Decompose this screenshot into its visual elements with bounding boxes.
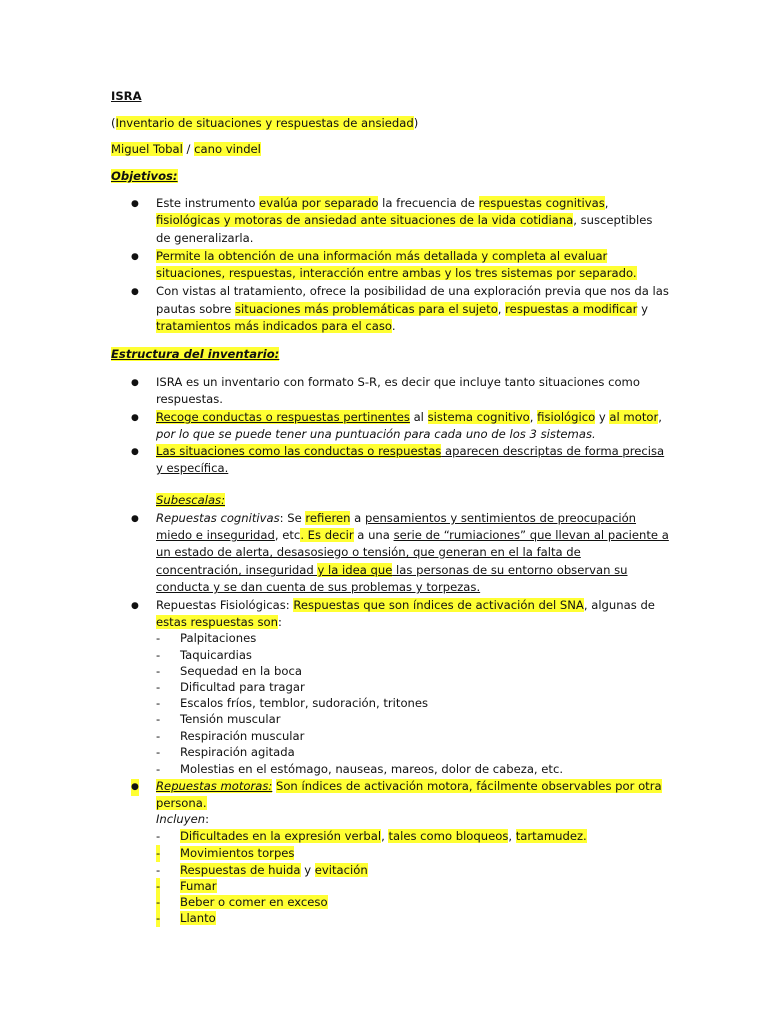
mot-item-6 [180, 910, 216, 927]
text: concentración, inseguridad [156, 563, 318, 577]
text: a una [353, 528, 394, 542]
cog-label: Repuestas cognitivas [156, 511, 280, 525]
text: y [595, 410, 610, 424]
highlight: estas respuestas son [156, 615, 278, 629]
bullet-icon: ● [131, 779, 139, 796]
fis-line1 [156, 597, 655, 614]
obj-b1-line1 [156, 195, 608, 212]
paren-close: ) [413, 116, 419, 130]
text: pautas sobre [156, 302, 236, 316]
highlight: Llanto [180, 911, 216, 925]
dash-icon: - [156, 863, 161, 877]
highlight: tratamientos más indicados para el caso [156, 319, 392, 333]
text: : [277, 615, 282, 629]
dash-icon: - [156, 664, 161, 678]
highlight: respuestas a modificar [505, 302, 638, 316]
obj-b3-line3 [156, 318, 396, 335]
mot-item-4 [180, 878, 217, 895]
obj-b2-line2 [156, 265, 637, 282]
est-b2-line1 [156, 409, 662, 426]
highlight: Dificultades en la expresión verbal [180, 829, 382, 843]
bullet-icon: ● [131, 447, 139, 457]
highlight: Respuestas de huida [180, 863, 301, 877]
text: Incluyen [156, 812, 206, 826]
mot-line1 [156, 778, 662, 795]
fis-item: Molestias en el estómago, nauseas, mareos, dolor de cabeza, etc. [180, 762, 564, 776]
dash-icon: - [156, 829, 161, 843]
doc-subtitle [111, 115, 418, 132]
highlight: sistema cognitivo [427, 410, 530, 424]
highlight: evitación [314, 863, 368, 877]
bullet-icon: ● [131, 287, 139, 297]
text: , [381, 829, 389, 843]
fis-item: Respiración muscular [180, 729, 305, 743]
dash-icon: - [156, 911, 161, 925]
subtitle-text: Inventario de situaciones y respuestas de ansiedad [115, 116, 414, 130]
highlight: fisiológicas y motoras de ansiedad ante situaciones de la vida cotidiana [156, 213, 574, 227]
est-b2-line2: por lo que se puede tener una puntuación para cada uno de los 3 sistemas. [156, 427, 596, 441]
dash-icon: - [156, 712, 161, 726]
dash-icon: - [156, 895, 161, 909]
mot-item-5 [180, 894, 328, 911]
estructura-heading-text: Estructura del inventario: [111, 347, 280, 361]
mot-label: Repuestas motoras: [156, 779, 273, 793]
text: la frecuencia de [378, 196, 479, 210]
bullet-icon: ● [131, 199, 139, 209]
obj-b3-line2 [156, 301, 648, 318]
text: aparecen descriptas de forma precisa [441, 444, 665, 458]
obj-b1-line3: de generalizarla. [156, 231, 254, 245]
text: al [409, 410, 428, 424]
bullet-icon: ● [131, 601, 139, 611]
highlight: fisiológico [537, 410, 596, 424]
author-sep: / [182, 142, 195, 156]
highlight: evalúa por separado [259, 196, 379, 210]
highlight: Son índices de activación motora, fácilmente observables por otra [275, 779, 662, 793]
highlight: respuestas cognitivas [478, 196, 605, 210]
cog-line5: conducta y se dan cuenta de sus problemas y torpezas. [156, 580, 481, 594]
highlight: . Es decir [300, 528, 354, 542]
highlight: persona. [156, 796, 207, 810]
mot-incluyen [156, 811, 209, 828]
text: , [508, 829, 516, 843]
dash-icon: - [156, 879, 161, 893]
dash-icon: - [156, 762, 161, 776]
bullet-icon: ● [131, 378, 139, 388]
highlight: Beber o comer en exceso [180, 895, 328, 909]
highlight: y la idea que [317, 563, 393, 577]
highlight: situaciones más problemáticas para el sujeto [235, 302, 498, 316]
obj-b1-line2 [156, 212, 652, 229]
fis-item: Sequedad en la boca [180, 664, 302, 678]
paren-open: ( [111, 116, 116, 130]
text: , algunas de [583, 598, 655, 612]
dash-icon: - [156, 680, 161, 694]
dash-icon: - [156, 745, 161, 759]
bullet-icon: ● [131, 514, 139, 524]
objetivos-heading-text: Objetivos: [111, 169, 178, 183]
highlight: tales como bloqueos [388, 829, 509, 843]
highlight: tartamudez. [515, 829, 587, 843]
dash-icon: - [156, 631, 161, 645]
bullet-icon: ● [131, 413, 139, 423]
author-1: Miguel Tobal [111, 142, 183, 156]
cog-line1 [156, 510, 636, 527]
text: , [658, 410, 662, 424]
text: y [637, 302, 648, 316]
highlight: Las situaciones como las conductas o respuestas [156, 444, 442, 458]
text: miedo e inseguridad [156, 528, 275, 542]
mot-item-3 [180, 862, 368, 879]
fis-item: Tensión muscular [180, 712, 281, 726]
text: : S [279, 511, 295, 525]
highlight: Respuestas que son índices de activación del SNA [293, 598, 584, 612]
objetivos-heading [111, 168, 178, 185]
dash-icon: - [156, 729, 161, 743]
text: a [350, 511, 365, 525]
dash-icon: - [156, 846, 161, 860]
fis-item: Taquicardias [180, 648, 252, 662]
mot-line2 [156, 795, 207, 812]
doc-title: ISRA [111, 89, 142, 103]
est-b3-line1 [156, 443, 664, 460]
fis-line2 [156, 614, 282, 631]
text: , etc [274, 528, 301, 542]
text: , [529, 410, 538, 424]
fis-item: Respiración agitada [180, 745, 295, 759]
text: , susceptibles [573, 213, 653, 227]
est-b3-line2: y específica. [156, 461, 229, 475]
est-b1-line1: ISRA es un inventario con formato S-R, es decir que incluye tanto situaciones como [156, 375, 640, 389]
fis-label: Repuestas Fisiológicas: [156, 598, 294, 612]
est-b1-line2: respuestas. [156, 392, 223, 406]
text: serie de “rumiaciones” que llevan al paciente a [393, 528, 669, 542]
bullet-icon: ● [131, 252, 139, 262]
text: e [294, 511, 306, 525]
highlight: refieren [305, 511, 351, 525]
text: Este instrumento [156, 196, 260, 210]
mot-item-1 [180, 828, 587, 845]
highlight: Movimientos torpes [180, 846, 295, 860]
dash-icon: - [156, 648, 161, 662]
highlight: al motor [609, 410, 659, 424]
highlight: Fumar [180, 879, 217, 893]
highlight: Recoge conductas o respuestas pertinentes [156, 410, 410, 424]
obj-b2-line1 [156, 248, 607, 265]
cog-line2 [156, 527, 669, 544]
cog-line4 [156, 562, 628, 579]
text: , [604, 196, 609, 210]
mot-item-2 [180, 845, 294, 862]
text: y [300, 863, 315, 877]
text: , [497, 302, 506, 316]
text: : [205, 812, 209, 826]
author-2: cano vindel [194, 142, 261, 156]
text: . [391, 319, 396, 333]
dash-icon: - [156, 696, 161, 710]
authors-line [111, 141, 261, 158]
fis-item: Palpitaciones [180, 631, 257, 645]
obj-b3-line1: Con vistas al tratamiento, ofrece la posibilidad de una exploración previa que nos da las [156, 284, 669, 298]
estructura-heading [111, 346, 279, 363]
subescalas-heading [156, 492, 225, 509]
highlight: situaciones, respuestas, interacción entre ambas y los tres sistemas por separado. [156, 266, 637, 280]
cog-line3: un estado de alerta, desasosiego o tensión, que generan en el la falta de [156, 545, 581, 559]
subescalas-heading-text: Subescalas: [156, 493, 225, 507]
text: las personas de su entorno observan su [392, 563, 628, 577]
highlight: Permite la obtención de una información más detallada y completa al evaluar [156, 249, 608, 263]
fis-item: Dificultad para tragar [180, 680, 305, 694]
fis-item: Escalos fríos, temblor, sudoración, tritones [180, 696, 429, 710]
text: pensamientos y sentimientos de preocupación [364, 511, 637, 525]
